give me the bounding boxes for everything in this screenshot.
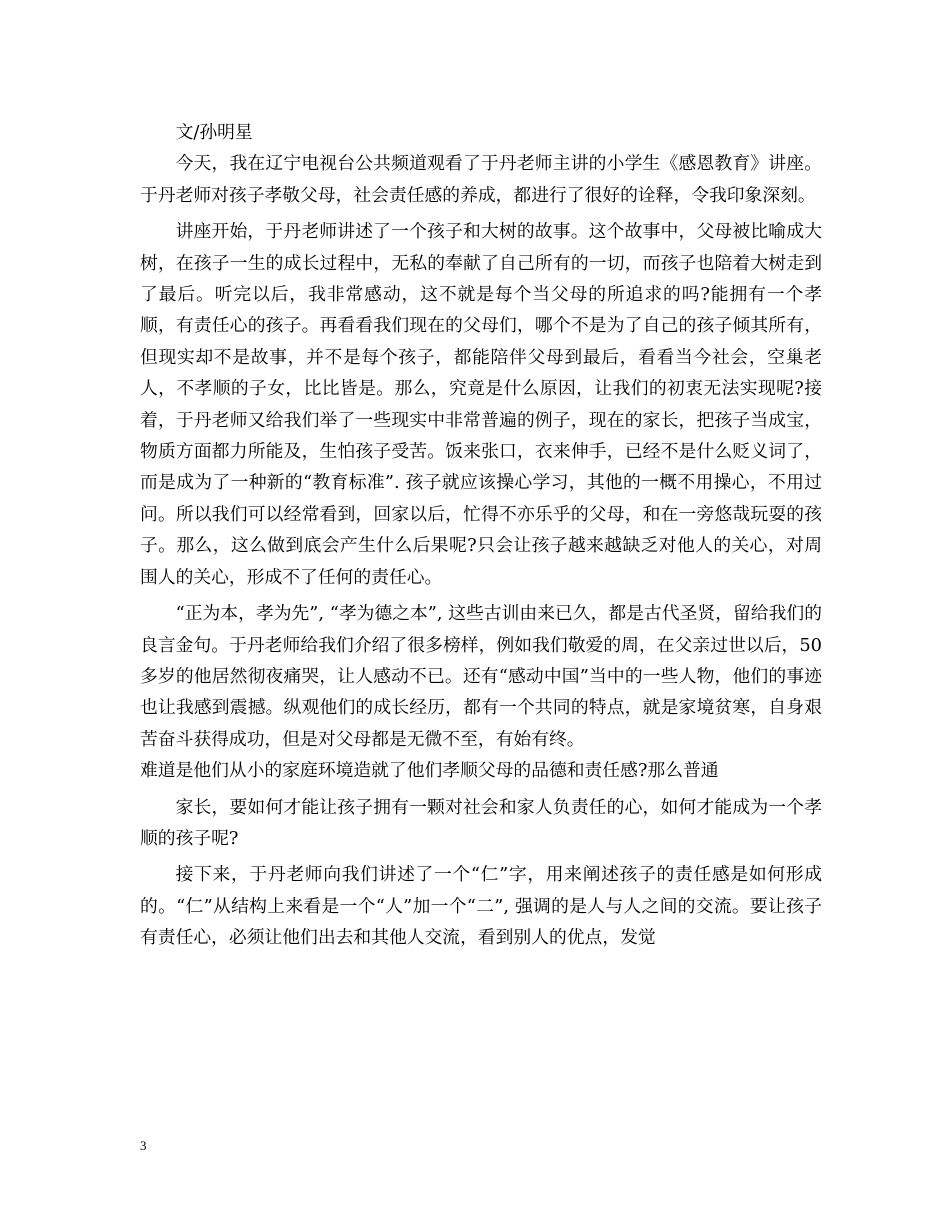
paragraph-parents-question: 家长，要如何才能让孩子拥有一颗对社会和家人负责任的心，如何才能成为一个孝顺的孩子呢?: [140, 796, 822, 849]
paragraph-filial-piety: “正为本，孝为先”, “孝为德之本”, 这些古训由来已久，都是古代圣贤，留给我们的良言金句。于丹老师给我们介绍了很多榜样，例如我们敬爱的周，在父亲过世以后，50 多岁的他居然彻夜痛哭，让人感动不已。还有“感动中国”当中的一些人物，他们的事迹也让我感到震撼。纵观他们的成长经历，都有一个共同的特点，就是家境贫寒，自身艰苦奋斗获得成功，但是对父母都是无微不至，有始有终。: [140, 603, 822, 750]
paragraph-question-line: 难道是他们从小的家庭环境造就了他们孝顺父母的品德和责任感?那么普通: [140, 760, 719, 782]
page-number: 3: [140, 1138, 147, 1153]
byline: 文/孙明星: [175, 122, 253, 143]
paragraph-intro: 今天，我在辽宁电视台公共频道观看了于丹老师主讲的小学生《感恩教育》讲座。于丹老师对孩子孝敬父母，社会责任感的养成，都进行了很好的诠释，令我印象深刻。: [140, 153, 822, 206]
paragraph-tree-story: 讲座开始，于丹老师讲述了一个孩子和大树的故事。这个故事中，父母被比喻成大树，在孩子一生的成长过程中，无私的奉献了自己所有的一切，而孩子也陪着大树走到了最后。听完以后，我非常感动，这不就是每个当父母的所追求的吗?能拥有一个孝顺，有责任心的孩子。再看看我们现在的父母们，哪个不是为了自己的孩子倾其所有，但现实却不是故事，并不是每个孩子，都能陪伴父母到最后，看看当今社会，空巢老人，不孝顺的子女，比比皆是。那么，究竟是什么原因，让我们的初衷无法实现呢?接着，于丹老师又给我们举了一些现实中非常普遍的例子，现在的家长，把孩子当成宝，物质方面都力所能及，生怕孩子受苦。饭来张口，衣来伸手，已经不是什么贬义词了，而是成为了一种新的“教育标准”. 孩子就应该操心学习，其他的一概不用操心，不用过问。所以我们可以经常看到，回家以后，忙得不亦乐乎的父母，和在一旁悠哉玩耍的孩子。那么，这么做到底会产生什么后果呢?只会让孩子越来越缺乏对他人的关心，对周围人的关心，形成不了任何的责任心。: [140, 221, 822, 588]
paragraph-ren-character: 接下来，于丹老师向我们讲述了一个“仁”字，用来阐述孩子的责任感是如何形成的。“仁”从结构上来看是一个“人”加一个“二”, 强调的是人与人之间的交流。要让孩子有责任心，必须让他们出去和其他人交流，看到别人的优点，发觉: [140, 864, 822, 949]
document-body: [140, 117, 822, 954]
